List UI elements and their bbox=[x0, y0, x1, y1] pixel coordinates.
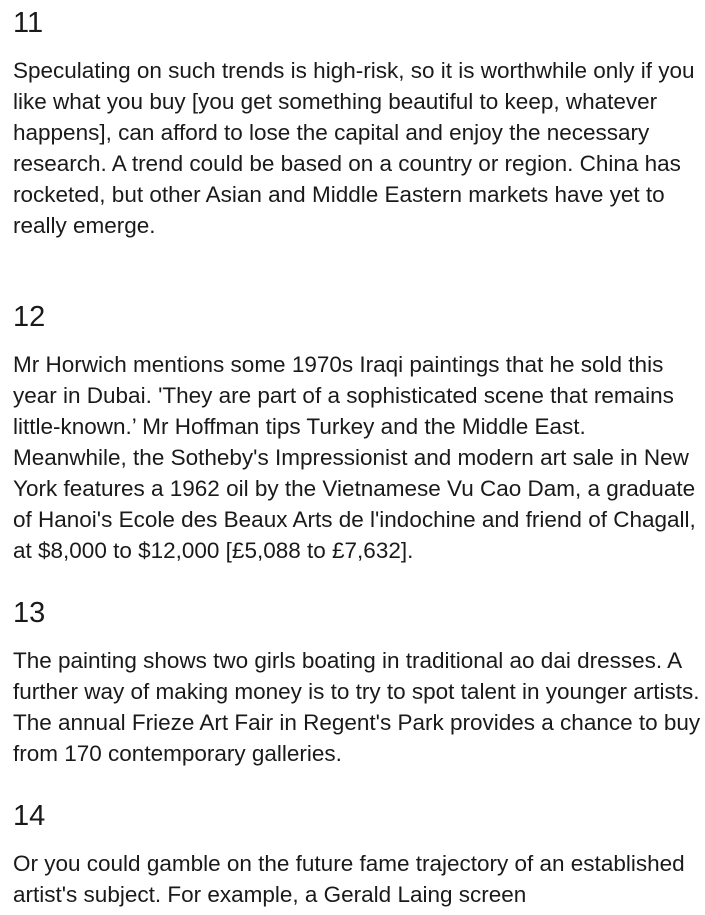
section-13 bbox=[13, 596, 703, 769]
section-paragraph: Or you could gamble on the future fame trajectory of an established artist's subject. For example, a Gerald Laing screen bbox=[13, 851, 685, 907]
section-11 bbox=[13, 6, 703, 241]
section-paragraph: Speculating on such trends is high-risk, so it is worthwhile only if you like what you buy [you get something beautiful to keep, whatever happens], can afford to lose the capital and enjoy the necessary research. A trend could be based on a country or region. China has rocketed, but other Asian and Middle Eastern markets have yet to really emerge. bbox=[13, 58, 695, 238]
section-number: 13 bbox=[13, 597, 46, 629]
section-12 bbox=[13, 300, 703, 566]
section-paragraph: The painting shows two girls boating in traditional ao dai dresses. A further way of making money is to try to spot talent in younger artists. The annual Frieze Art Fair in Regent's Park provides a chance to buy from 170 contemporary galleries. bbox=[13, 648, 701, 766]
section-number: 12 bbox=[13, 301, 46, 333]
section-paragraph: Mr Horwich mentions some 1970s Iraqi paintings that he sold this year in Dubai. 'They are part of a sophisticated scene that remains little-known.’ Mr Hoffman tips Turkey and the Middle East. Meanwhile, the Sotheby's Impressionist and modern art sale in New York features a 1962 oil by the Vietnamese Vu Cao Dam, a graduate of Hanoi's Ecole des Beaux Arts de l'indochine and friend of Chagall, at $8,000 to $12,000 [£5,088 to £7,632]. bbox=[13, 352, 696, 563]
section-number: 14 bbox=[13, 800, 46, 832]
section-number: 11 bbox=[13, 7, 44, 39]
section-14 bbox=[13, 799, 703, 910]
